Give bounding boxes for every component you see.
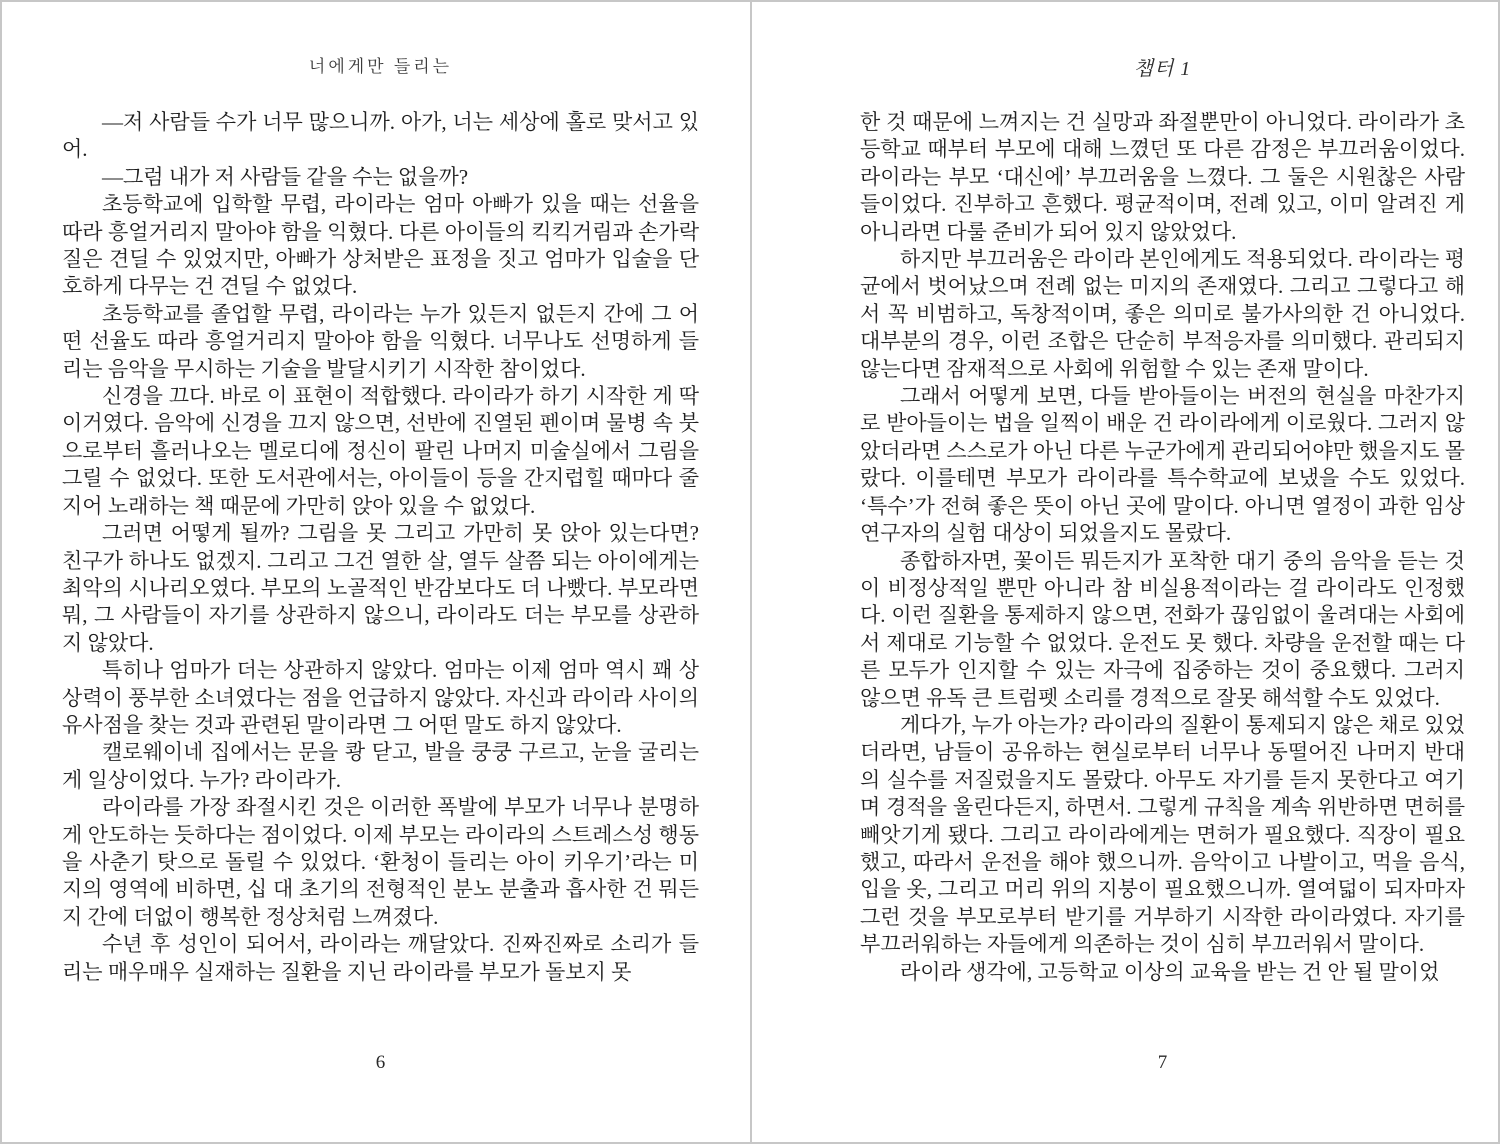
paragraph: 라이라를 가장 좌절시킨 것은 이러한 폭발에 부모가 너무나 분명하게 안도하는 듯하다는 점이었다. 이제 부모는 라이라의 스트레스성 행동을 사춘기 탓으로 돌릴 수 있었다. ‘환청이 들리는 아이 키우기’라는 미지의 영역에 비하면, 십 대 초기의 전형적인 분노 분출과 흡사한 건 뭐든지 간에 더없이 행복한 정상처럼 느껴졌다. [62,795,699,929]
paragraph: 특히나 엄마가 더는 상관하지 않았다. 엄마는 이제 엄마 역시 꽤 상상력이 풍부한 소녀였다는 점을 언급하지 않았다. 자신과 라이라 사이의 유사점을 찾는 것과 관련된 말이라면 그 어떤 말도 하지 않았다. [62,658,699,737]
page-right-column [752,2,1498,1142]
paragraph: 신경을 끄다. 바로 이 표현이 적합했다. 라이라가 하기 시작한 게 딱 이거였다. 음악에 신경을 끄지 않으면, 선반에 진열된 펜이며 물병 속 붓으로부터 흘러나오는 멜로디에 정신이 팔린 나머지 미술실에서 그림을 그릴 수 없었다. 또한 도서관에서는, 아이들이 등을 간지럽힐 때마다 줄지어 노래하는 책 때문에 가만히 앉아 있을 수 없었다. [62,384,699,518]
running-header-book-title: 너에게만 들리는 [308,57,453,76]
paragraph: 초등학교에 입학할 무렵, 라이라는 엄마 아빠가 있을 때는 선율을 따라 흥얼거리지 말아야 함을 익혔다. 다른 아이들의 킥킥거림과 손가락질은 견딜 수 있었지만, 아빠가 상처받은 표정을 짓고 엄마가 입술을 단호하게 다무는 건 견딜 수 없었다. [62,192,699,299]
running-header-chapter-title: 챕터 1 [1133,58,1192,80]
paragraph: 하지만 부끄러움은 라이라 본인에게도 적용되었다. 라이라는 평균에서 벗어났으며 전례 없는 미지의 존재였다. 그리고 그렇다고 해서 꼭 비범하고, 독창적이며, 좋은 의미로 불가사의한 건 아니었다. 대부분의 경우, 이런 조합은 단순히 부적응자를 의미했다. 관리되지 않는다면 잠재적으로 사회에 위험할 수 있는 존재 말이다. [860,247,1465,381]
paragraph-continuation: 한 것 때문에 느껴지는 건 실망과 좌절뿐만이 아니었다. 라이라가 초등학교 때부터 부모에 대해 느꼈던 또 다른 감정은 부끄러움이었다. 라이라는 부모 ‘대신에’ 부끄러움을 느꼈다. 그 둘은 시원찮은 사람들이었다. 진부하고 흔했다. 평균적이며, 전례 있고, 이미 알려진 게 아니라면 다룰 준비가 되어 있지 않았었다. [860,110,1465,244]
page-left-column [2,2,750,1142]
paragraph: —저 사람들 수가 너무 많으니까. 아가, 너는 세상에 홀로 맞서고 있어. [62,110,699,162]
paragraph: 초등학교를 졸업할 무렵, 라이라는 누가 있든지 없든지 간에 그 어떤 선율도 따라 흥얼거리지 말아야 함을 익혔다. 너무나도 선명하게 들리는 음악을 무시하는 기술을 발달시키기 시작한 참이었다. [62,301,699,381]
paragraph: 그러면 어떻게 될까? 그림을 못 그리고 가만히 못 앉아 있는다면? 친구가 하나도 없겠지. 그리고 그건 열한 살, 열두 살쯤 되는 아이에게는 최악의 시나리오였다. 부모의 노골적인 반감보다도 더 나빴다. 부모라면 뭐, 그 사람들이 자기를 상관하지 않으니, 라이라도 더는 부모를 상관하지 않았다. [62,521,699,655]
paragraph: 수년 후 성인이 되어서, 라이라는 깨달았다. 진짜진짜로 소리가 들리는 매우매우 실재하는 질환을 지닌 라이라를 부모가 돌보지 못 [62,932,699,984]
paragraph: 캘로웨이네 집에서는 문을 쾅 닫고, 발을 쿵쿵 구르고, 눈을 굴리는 게 일상이었다. 누가? 라이라가. [62,740,699,792]
paragraph: 게다가, 누가 아는가? 라이라의 질환이 통제되지 않은 채로 있었더라면, 남들이 공유하는 현실로부터 너무나 동떨어진 나머지 반대의 실수를 저질렀을지도 몰랐다. 아무도 자기를 듣지 못한다고 여기며 경적을 울린다든지, 하면서. 그렇게 규칙을 계속 위반하면 면허를 빼앗기게 됐다. 그리고 라이라에게는 면허가 필요했다. 직장이 필요했고, 따라서 운전을 해야 했으니까. 음악이고 나발이고, 먹을 음식, 입을 옷, 그리고 머리 위의 지붕이 필요했으니까. 열여덟이 되자마자 그런 것을 부모로부터 받기를 거부하기 시작한 라이라였다. 자기를 부끄러워하는 자들에게 의존하는 것이 심히 부끄러워서 말이다. [860,712,1465,957]
page-number-right: 7 [1157,1052,1168,1073]
paragraph: 종합하자면, 꽃이든 뭐든지가 포착한 대기 중의 음악을 듣는 것이 비정상적일 뿐만 아니라 참 비실용적이라는 걸 라이라도 인정했다. 이런 질환을 통제하지 않으면, 전화가 끊임없이 울려대는 사회에서 제대로 기능할 수 없었다. 운전도 못 했다. 차량을 운전할 때는 다른 모두가 인지할 수 있는 자극에 집중하는 것이 중요했다. 그러지 않으면 유독 큰 트럼펫 소리를 경적으로 잘못 해석할 수도 있었다. [860,548,1465,710]
paragraph: 그래서 어떻게 보면, 다들 받아들이는 버전의 현실을 마찬가지로 받아들이는 법을 일찍이 배운 건 라이라에게 이로웠다. 그러지 않았더라면 스스로가 아닌 다른 누군가에게 관리되어야만 했을지도 몰랐다. 이를테면 부모가 라이라를 특수학교에 보냈을 수도 있었다. ‘특수’가 전혀 좋은 뜻이 아닌 곳에 말이다. 아니면 열정이 과한 임상 연구자의 실험 대상이 되었을지도 몰랐다. [860,384,1465,546]
page-left-body [62,109,699,986]
page-left [2,2,750,1142]
page-number-left: 6 [375,1052,386,1073]
page-right [752,2,1498,1142]
paragraph: —그럼 내가 저 사람들 같을 수는 없을까? [102,164,469,189]
page-right-body [860,109,1465,986]
paragraph: 라이라 생각에, 고등학교 이상의 교육을 받는 건 안 될 말이었 [900,959,1440,984]
